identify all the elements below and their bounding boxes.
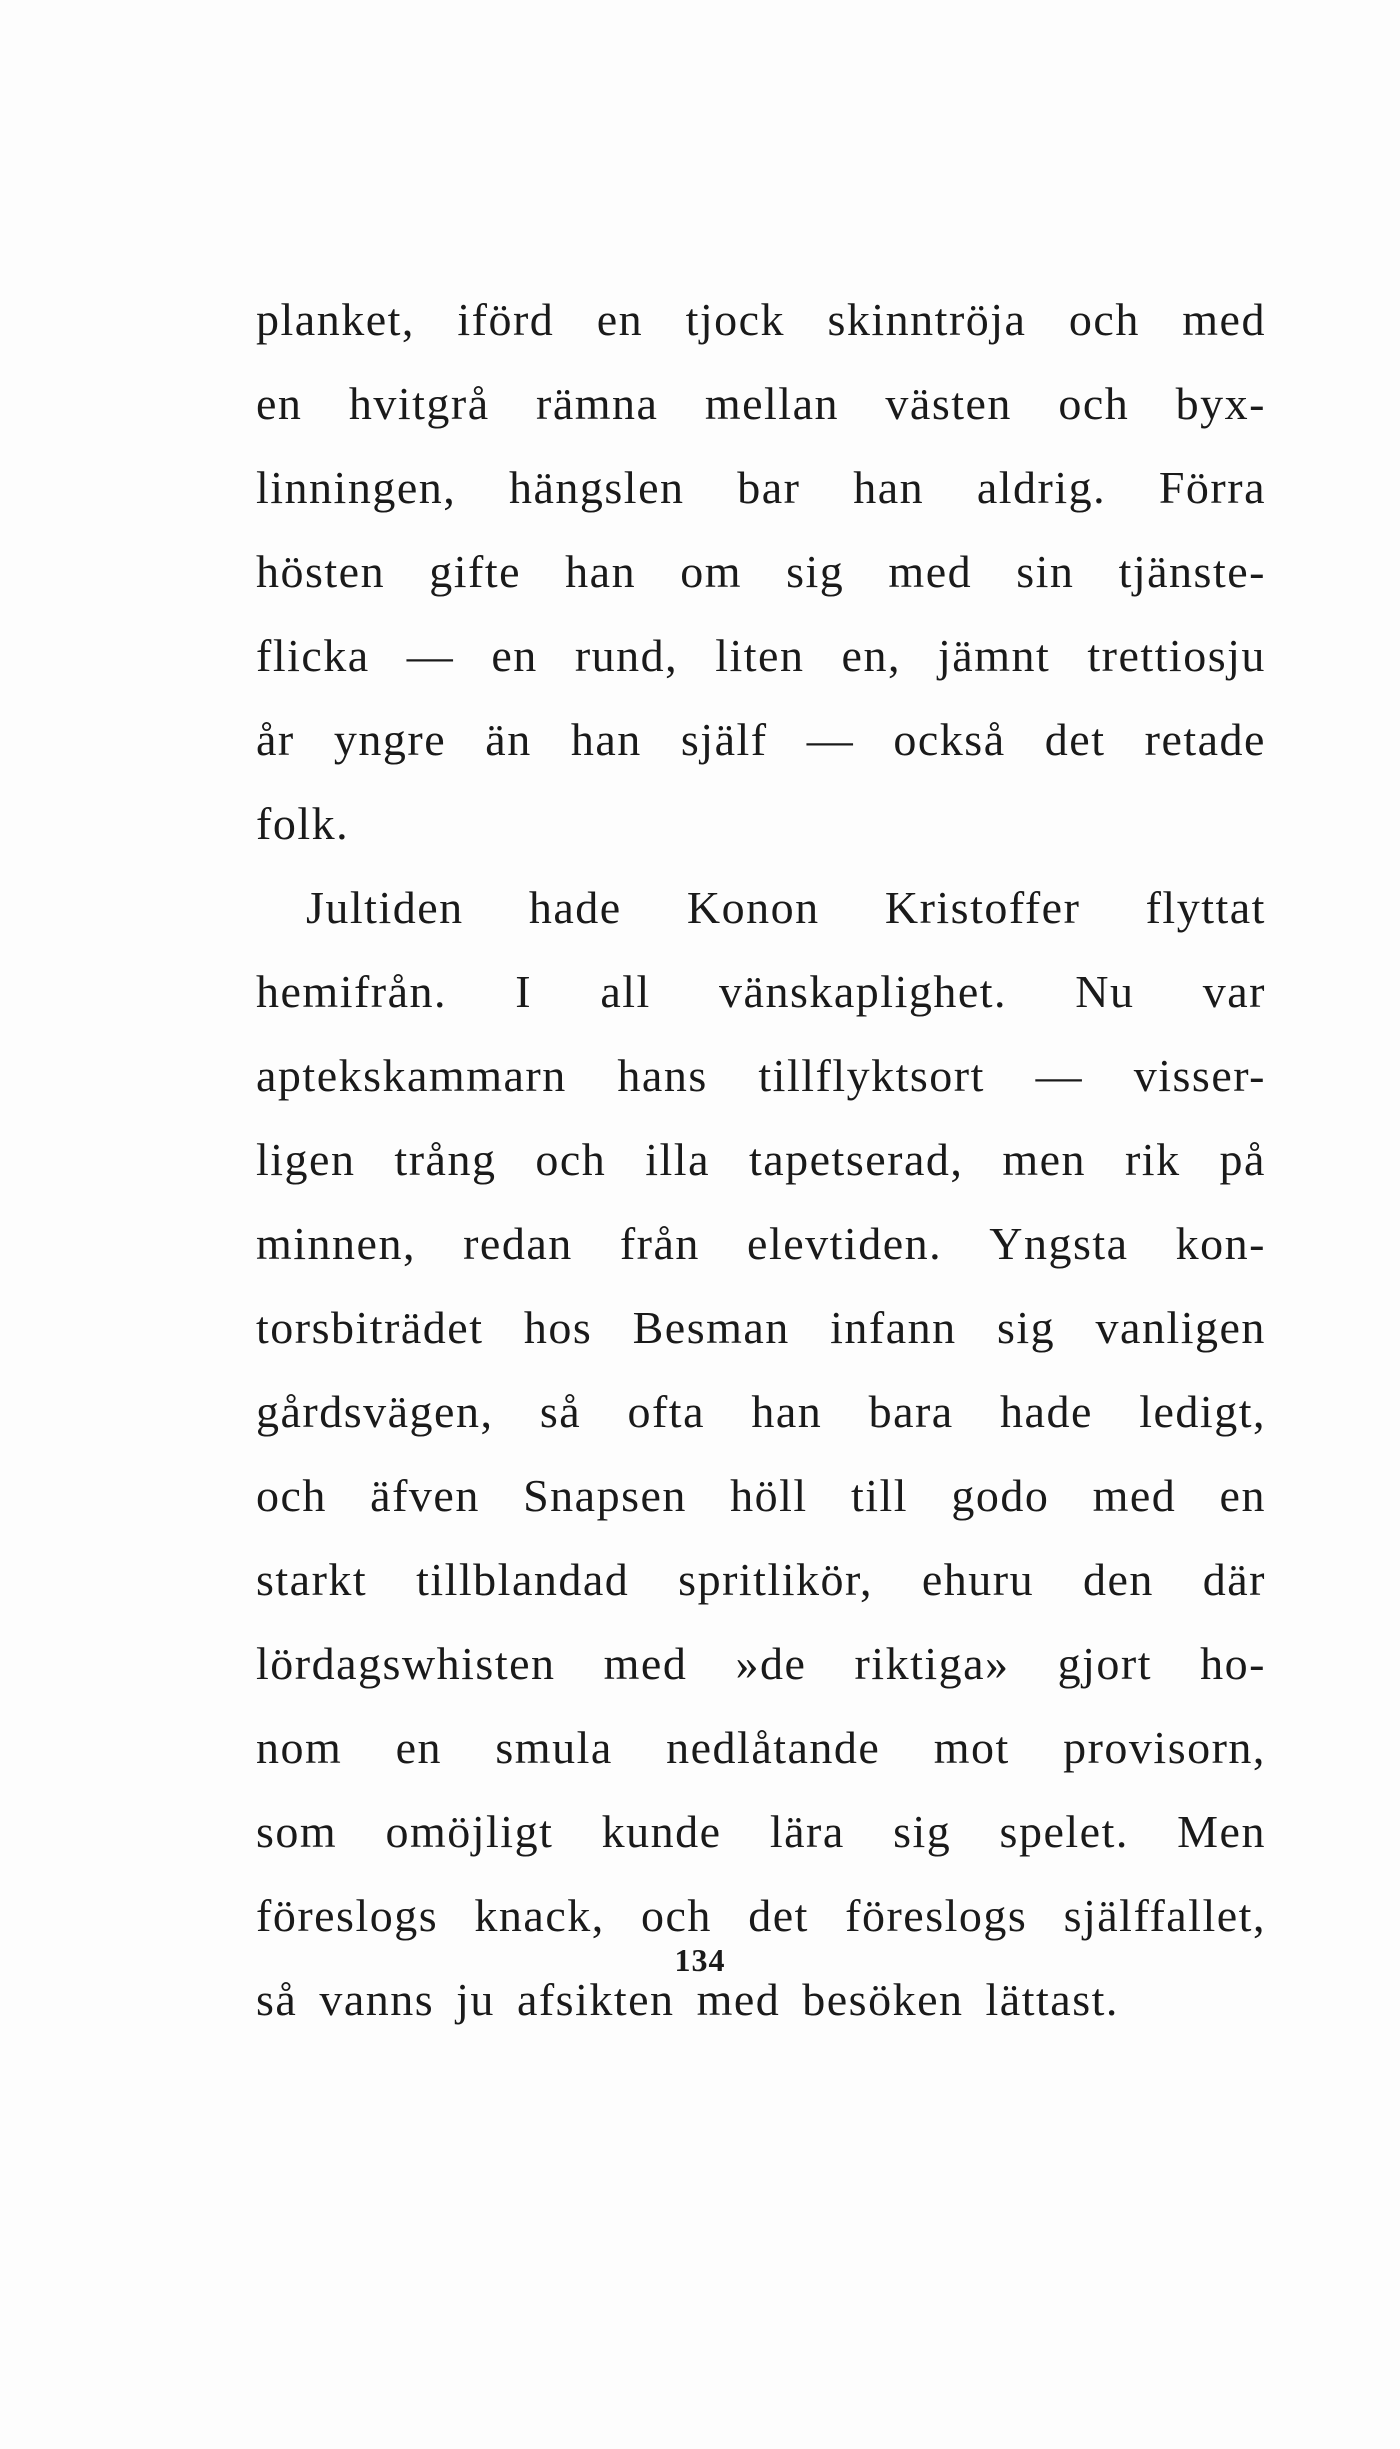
word: med — [888, 546, 973, 597]
word: redan — [463, 1218, 573, 1269]
word: tjock — [685, 294, 786, 345]
word: själf — [680, 714, 768, 765]
word: ofta — [627, 1386, 705, 1437]
word: spelet. — [999, 1806, 1129, 1857]
word: en — [1219, 1470, 1266, 1521]
word: rund, — [574, 630, 679, 681]
word: en — [596, 294, 644, 345]
text-line — [256, 362, 1266, 446]
word: Konon — [686, 882, 820, 933]
word: gifte — [429, 546, 522, 597]
word: och — [1068, 294, 1140, 345]
word: hade — [1000, 1386, 1093, 1437]
word: skinntröja — [827, 294, 1027, 345]
word: vanns — [319, 1974, 435, 2025]
word: hans — [617, 1050, 708, 1101]
word: också — [893, 714, 1006, 765]
word: och — [535, 1134, 607, 1185]
word: ligen — [256, 1134, 356, 1185]
word: föreslogs — [256, 1890, 439, 1941]
word: sig — [997, 1302, 1056, 1353]
word: han — [853, 462, 925, 513]
word: föreslogs — [845, 1890, 1028, 1941]
text-line — [256, 614, 1266, 698]
word: »de — [735, 1638, 807, 1689]
word: en — [395, 1722, 443, 1773]
word: hemifrån. — [256, 966, 448, 1017]
word: och — [256, 1470, 327, 1521]
word: gjort — [1057, 1638, 1153, 1689]
word: till — [850, 1470, 909, 1521]
word: höll — [730, 1470, 808, 1521]
word: flicka — [256, 630, 370, 681]
word: hvitgrå — [348, 378, 490, 429]
word: liten — [715, 630, 805, 681]
word: Besman — [632, 1302, 790, 1353]
body-text — [256, 278, 1266, 2042]
word: lära — [769, 1806, 845, 1857]
word: jämnt — [938, 630, 1051, 681]
word: starkt — [256, 1554, 368, 1605]
word: själffallet, — [1063, 1890, 1266, 1941]
text-line — [256, 1202, 1266, 1286]
word: västen — [885, 378, 1012, 429]
word: godo — [951, 1470, 1050, 1521]
word: bara — [868, 1386, 954, 1437]
word: sig — [786, 546, 845, 597]
word: ju — [456, 1974, 495, 2025]
word: planket, — [256, 294, 415, 345]
word: rik — [1124, 1134, 1181, 1185]
word: mellan — [704, 378, 840, 429]
word: trettiosju — [1087, 630, 1266, 681]
text-line — [256, 950, 1266, 1034]
word: trång — [394, 1134, 497, 1185]
word: infann — [830, 1302, 957, 1353]
word: ledigt, — [1139, 1386, 1266, 1437]
word: all — [600, 966, 651, 1017]
word: Men — [1177, 1806, 1266, 1857]
word: Förra — [1158, 462, 1266, 513]
text-line — [256, 1538, 1266, 1622]
page-number: 134 — [674, 1942, 726, 1978]
text-line — [256, 1790, 1266, 1874]
text-line — [256, 1286, 1266, 1370]
word: retade — [1144, 714, 1266, 765]
word: från — [619, 1218, 700, 1269]
word: mot — [933, 1722, 1010, 1773]
word: lättast. — [985, 1974, 1119, 2025]
word: han — [751, 1386, 823, 1437]
word: äfven — [370, 1470, 480, 1521]
text-line — [256, 1706, 1266, 1790]
word: så — [256, 1974, 298, 2025]
text-line — [256, 1118, 1266, 1202]
text-line — [256, 782, 1266, 866]
word: tjänste- — [1118, 546, 1266, 597]
word: och — [1058, 378, 1130, 429]
word: — — [406, 630, 455, 681]
word: aptekskammarn — [256, 1050, 567, 1101]
word: tillblandad — [416, 1554, 630, 1605]
word: med — [603, 1638, 688, 1689]
word: yngre — [333, 714, 447, 765]
word: som — [256, 1806, 338, 1857]
word: sig — [893, 1806, 952, 1857]
text-line — [256, 446, 1266, 530]
word: och — [641, 1890, 712, 1941]
word: med — [696, 1974, 781, 2025]
word: hösten — [256, 546, 386, 597]
word: Yngsta — [989, 1218, 1129, 1269]
word: Nu — [1075, 966, 1135, 1017]
word: Kristoffer — [884, 882, 1081, 933]
word: det — [1044, 714, 1106, 765]
text-line — [256, 278, 1266, 362]
word: besöken — [802, 1974, 964, 2025]
word: sin — [1016, 546, 1075, 597]
word: en, — [841, 630, 901, 681]
word: den — [1082, 1554, 1154, 1605]
word: omöjligt — [385, 1806, 554, 1857]
word: illa — [645, 1134, 710, 1185]
text-line — [256, 866, 1266, 950]
word: nom — [256, 1722, 343, 1773]
word: gårdsvägen, — [256, 1386, 494, 1437]
word: Jultiden — [306, 882, 464, 933]
word: aldrig. — [976, 462, 1107, 513]
word: byx- — [1175, 378, 1266, 429]
word: linningen, — [256, 462, 457, 513]
text-line — [256, 698, 1266, 782]
word: på — [1219, 1134, 1266, 1185]
word: hade — [528, 882, 622, 933]
word: än — [485, 714, 532, 765]
word: en — [491, 630, 538, 681]
word: torsbiträdet — [256, 1302, 484, 1353]
word: elevtiden. — [747, 1218, 943, 1269]
word: nedlåtande — [666, 1722, 881, 1773]
word: år — [256, 714, 295, 765]
word: visser- — [1133, 1050, 1266, 1101]
word: flyttat — [1145, 882, 1266, 933]
word: minnen, — [256, 1218, 416, 1269]
word: han — [565, 546, 637, 597]
word: tapetserad, — [748, 1134, 964, 1185]
word: om — [680, 546, 742, 597]
word: kunde — [601, 1806, 722, 1857]
word: där — [1202, 1554, 1266, 1605]
word: — — [1035, 1050, 1084, 1101]
word: riktiga» — [854, 1638, 1010, 1689]
word: knack, — [474, 1890, 605, 1941]
word: tillflyktsort — [758, 1050, 985, 1101]
word: bar — [737, 462, 801, 513]
word: lördagswhisten — [256, 1638, 556, 1689]
text-line — [256, 1622, 1266, 1706]
word: smula — [495, 1722, 613, 1773]
word: han — [570, 714, 642, 765]
word: hos — [523, 1302, 593, 1353]
word: kon- — [1175, 1218, 1266, 1269]
word: men — [1002, 1134, 1087, 1185]
word: vanligen — [1095, 1302, 1266, 1353]
word: rämna — [536, 378, 659, 429]
word: en — [256, 378, 303, 429]
word: provisorn, — [1063, 1722, 1266, 1773]
word: afsikten — [516, 1974, 675, 2025]
word: vänskaplighet. — [719, 966, 1008, 1017]
text-line — [256, 1454, 1266, 1538]
word: med — [1092, 1470, 1177, 1521]
text-line — [256, 530, 1266, 614]
word: med — [1182, 294, 1266, 345]
word: var — [1202, 966, 1266, 1017]
text-line — [256, 1034, 1266, 1118]
word: Snapsen — [523, 1470, 687, 1521]
word: hängslen — [508, 462, 685, 513]
word: iförd — [457, 294, 555, 345]
word: I — [515, 966, 533, 1017]
word: folk. — [256, 798, 350, 849]
word: ehuru — [921, 1554, 1035, 1605]
word: spritlikör, — [678, 1554, 873, 1605]
word: det — [748, 1890, 809, 1941]
word: så — [539, 1386, 582, 1437]
word: ho- — [1200, 1638, 1266, 1689]
word: — — [806, 714, 855, 765]
text-line — [256, 1370, 1266, 1454]
